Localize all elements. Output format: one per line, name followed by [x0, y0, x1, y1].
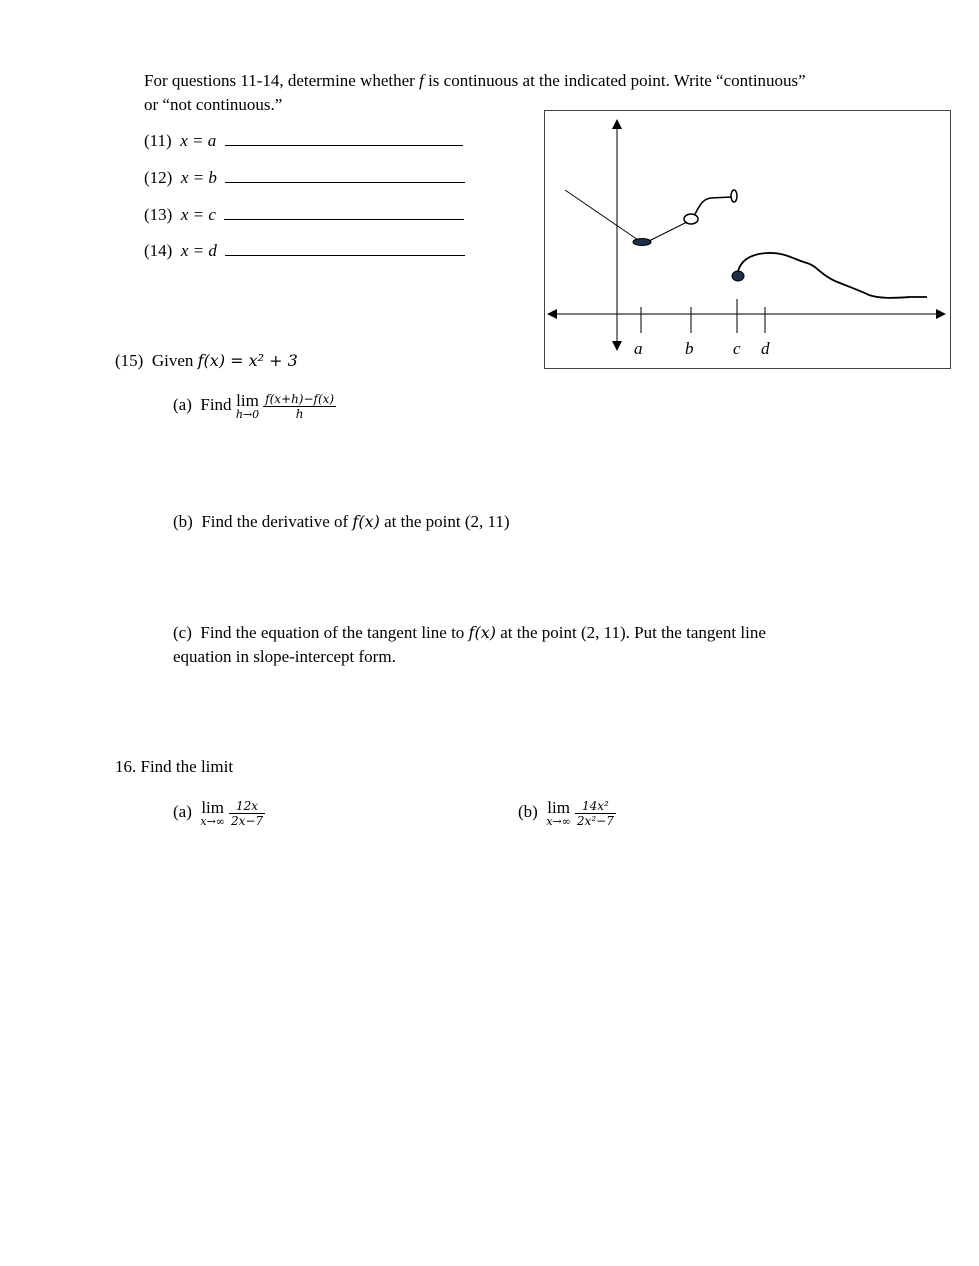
answer-blank-14[interactable] [225, 241, 465, 256]
limit-expression [546, 799, 571, 828]
question-12 [144, 166, 465, 190]
limit-expression [236, 392, 259, 421]
intro-line-1 [144, 69, 806, 93]
question-15c-line-2: equation in slope-intercept form. [173, 647, 396, 666]
curve-rise-line [649, 222, 687, 241]
function-definition: f(x) = x² + 3 [197, 351, 298, 370]
label-b: b [685, 339, 694, 358]
limit-fraction [575, 799, 616, 828]
fraction-numerator: 14x² [575, 799, 616, 814]
question-15b [173, 510, 510, 534]
x-axis-arrow-left [547, 309, 557, 319]
question-expr: x = a [180, 131, 217, 150]
part-label: (a) [173, 802, 192, 821]
closed-point-c [732, 271, 744, 281]
open-point-end [731, 190, 737, 202]
graph-svg [545, 111, 952, 370]
fraction-denominator: h [295, 406, 304, 421]
intro-text-post: is continuous at the indicated point. Write “continuous” [423, 71, 806, 90]
question-13 [144, 203, 464, 227]
part-text: Find the derivative of [201, 512, 349, 531]
lim-word: lim [547, 797, 570, 817]
given-label: Given [151, 351, 194, 370]
y-axis-arrow-up [612, 119, 622, 129]
question-11 [144, 129, 463, 153]
part-text-post: at the point (2, 11) [384, 512, 510, 531]
question-expr: x = c [180, 205, 216, 224]
difference-quotient [263, 392, 336, 421]
question-number: (13) [144, 205, 173, 224]
fraction-denominator: 2x²−7 [576, 813, 614, 828]
part-label: (b) [518, 802, 538, 821]
part-text: Find the equation of the tangent line to [200, 623, 465, 642]
fraction-denominator: 2x−7 [230, 813, 264, 828]
part-text: Find [200, 395, 232, 414]
closed-point-a [633, 239, 651, 246]
label-d: d [761, 339, 770, 358]
intro-line-2: or “not continuous.” [144, 95, 283, 114]
limit-expression [200, 799, 225, 828]
intro-var-f: f [419, 71, 424, 90]
answer-blank-11[interactable] [225, 131, 463, 146]
function-graph [544, 110, 951, 369]
question-16a [173, 796, 265, 828]
curve-left-line [565, 190, 641, 242]
lim-word: lim [201, 797, 224, 817]
question-number: (14) [144, 241, 173, 260]
intro-text-pre: For questions 11-14, determine whether [144, 71, 420, 90]
question-15 [115, 349, 298, 373]
part-label: (a) [173, 395, 192, 414]
fraction-numerator: f(x+h)−f(x) [265, 391, 335, 406]
question-14 [144, 239, 465, 263]
question-15c [173, 621, 766, 645]
limit-fraction [229, 799, 265, 828]
question-16b [518, 796, 616, 828]
lim-subscript: x→∞ [546, 814, 571, 828]
answer-blank-12[interactable] [225, 168, 465, 183]
lim-subscript: x→∞ [200, 814, 225, 828]
question-number: (12) [144, 168, 173, 187]
label-a: a [634, 339, 643, 358]
function-ref: f(x) [468, 623, 496, 642]
open-point-b [684, 214, 698, 224]
curve-right-piece [738, 253, 927, 298]
question-expr: x = b [180, 168, 217, 187]
lim-subscript: h→0 [235, 407, 260, 421]
curve-top-segment [695, 197, 731, 214]
function-ref: f(x) [352, 512, 380, 531]
question-16-title: 16. Find the limit [115, 757, 234, 776]
fraction-numerator: 12x [229, 799, 265, 814]
question-15a [173, 389, 336, 421]
question-number: (11) [144, 131, 172, 150]
part-label: (b) [173, 512, 193, 531]
part-text-post: at the point (2, 11). Put the tangent line [500, 623, 766, 642]
part-label: (c) [173, 623, 192, 642]
x-axis-arrow-right [936, 309, 946, 319]
lim-word: lim [236, 390, 259, 410]
y-axis-arrow-down [612, 341, 622, 351]
answer-blank-13[interactable] [224, 205, 464, 220]
label-c: c [733, 339, 741, 358]
question-expr: x = d [180, 241, 217, 260]
question-number: (15) [115, 351, 144, 370]
